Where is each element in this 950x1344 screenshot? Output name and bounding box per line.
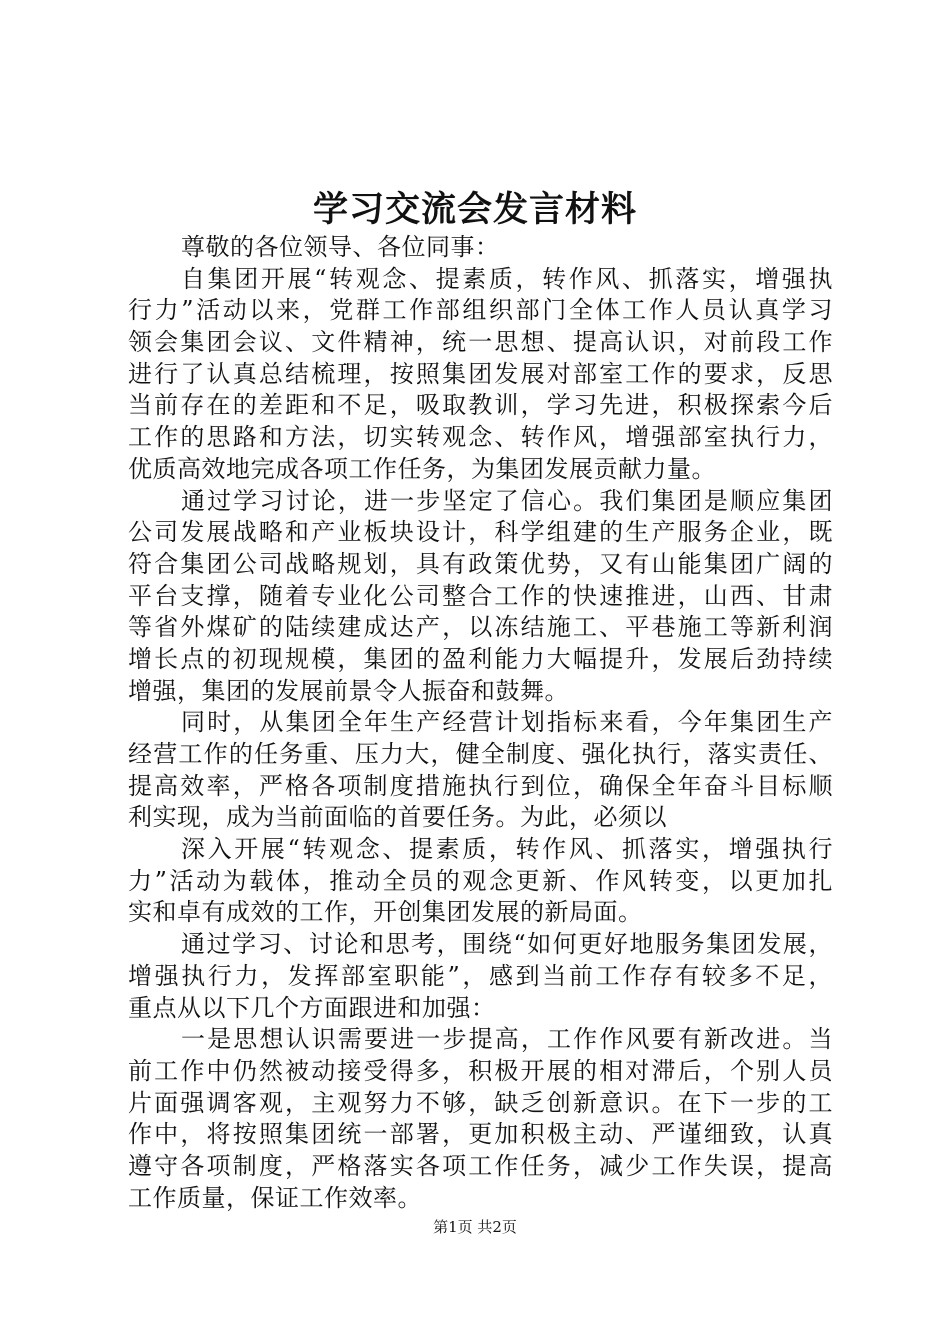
paragraph-line: 行力”活动以来，党群工作部组织部门全体工作人员认真学习 [128,296,833,325]
paragraph-line: 片面强调客观，主观努力不够，缺乏创新意识。在下一步的工 [128,1088,833,1117]
paragraph-line: 重点从以下几个方面跟进和加强： [128,993,496,1022]
paragraph-line: 作中，将按照集团统一部署，更加积极主动、严谨细致，认真 [128,1120,833,1149]
paragraph-line: 自集团开展“转观念、提素质，转作风、抓落实，增强执 [181,264,833,293]
paragraph-line: 符合集团公司战略规划，具有政策优势，又有山能集团广阔的 [128,549,833,578]
salutation-line: 尊敬的各位领导、各位同事： [181,233,500,261]
paragraph-line: 增强执行力，发挥部室职能”，感到当前工作存有较多不足， [128,961,833,990]
paragraph-line: 工作的思路和方法，切实转观念、转作风，增强部室执行力， [128,423,833,452]
page-number-footer: 第1页 共2页 [433,1218,517,1236]
paragraph-line: 提高效率，严格各项制度措施执行到位，确保全年奋斗目标顺 [128,771,833,800]
document-body [128,232,833,1214]
paragraph-line: 增强，集团的发展前景令人振奋和鼓舞。 [128,676,569,705]
paragraph-line: 领会集团会议、文件精神，统一思想、提高认识，对前段工作 [128,328,833,357]
paragraph-line: 深入开展“转观念、提素质，转作风、抓落实，增强执行 [181,835,833,864]
paragraph-line: 力”活动为载体，推动全员的观念更新、作风转变，以更加扎 [128,866,833,895]
paragraph-line: 前工作中仍然被动接受得多，积极开展的相对滞后，个别人员 [128,1056,833,1085]
paragraph-line: 进行了认真总结梳理，按照集团发展对部室工作的要求，反思 [128,359,833,388]
paragraph-line: 一是思想认识需要进一步提高，工作作风要有新改进。当 [181,1025,833,1054]
paragraph-line: 工作质量，保证工作效率。 [128,1183,422,1212]
paragraph-line: 优质高效地完成各项工作任务，为集团发展贡献力量。 [128,454,716,483]
paragraph-line: 通过学习讨论，进一步坚定了信心。我们集团是顺应集团 [181,486,833,515]
paragraph-line: 等省外煤矿的陆续建成达产，以冻结施工、平巷施工等新利润 [128,613,833,642]
paragraph-line: 同时，从集团全年生产经营计划指标来看，今年集团生产 [181,708,833,737]
paragraph-line: 利实现，成为当前面临的首要任务。为此，必须以 [128,803,667,832]
paragraph-line: 遵守各项制度，严格落实各项工作任务，减少工作失误，提高 [128,1151,833,1180]
paragraph-line: 公司发展战略和产业板块设计，科学组建的生产服务企业，既 [128,518,833,547]
paragraph-line: 经营工作的任务重、压力大，健全制度、强化执行，落实责任、 [128,740,833,768]
paragraph-line: 实和卓有成效的工作，开创集团发展的新局面。 [128,898,643,927]
paragraph-line: 增长点的初现规模，集团的盈利能力大幅提升，发展后劲持续 [128,644,833,673]
paragraph-line: 当前存在的差距和不足，吸取教训，学习先进，积极探索今后 [128,391,833,420]
paragraph-line: 平台支撑，随着专业化公司整合工作的快速推进，山西、甘肃 [128,581,833,610]
paragraph-line: 通过学习、讨论和思考，围绕“如何更好地服务集团发展， [181,930,833,959]
document-title: 学习交流会发言材料 [312,189,637,230]
